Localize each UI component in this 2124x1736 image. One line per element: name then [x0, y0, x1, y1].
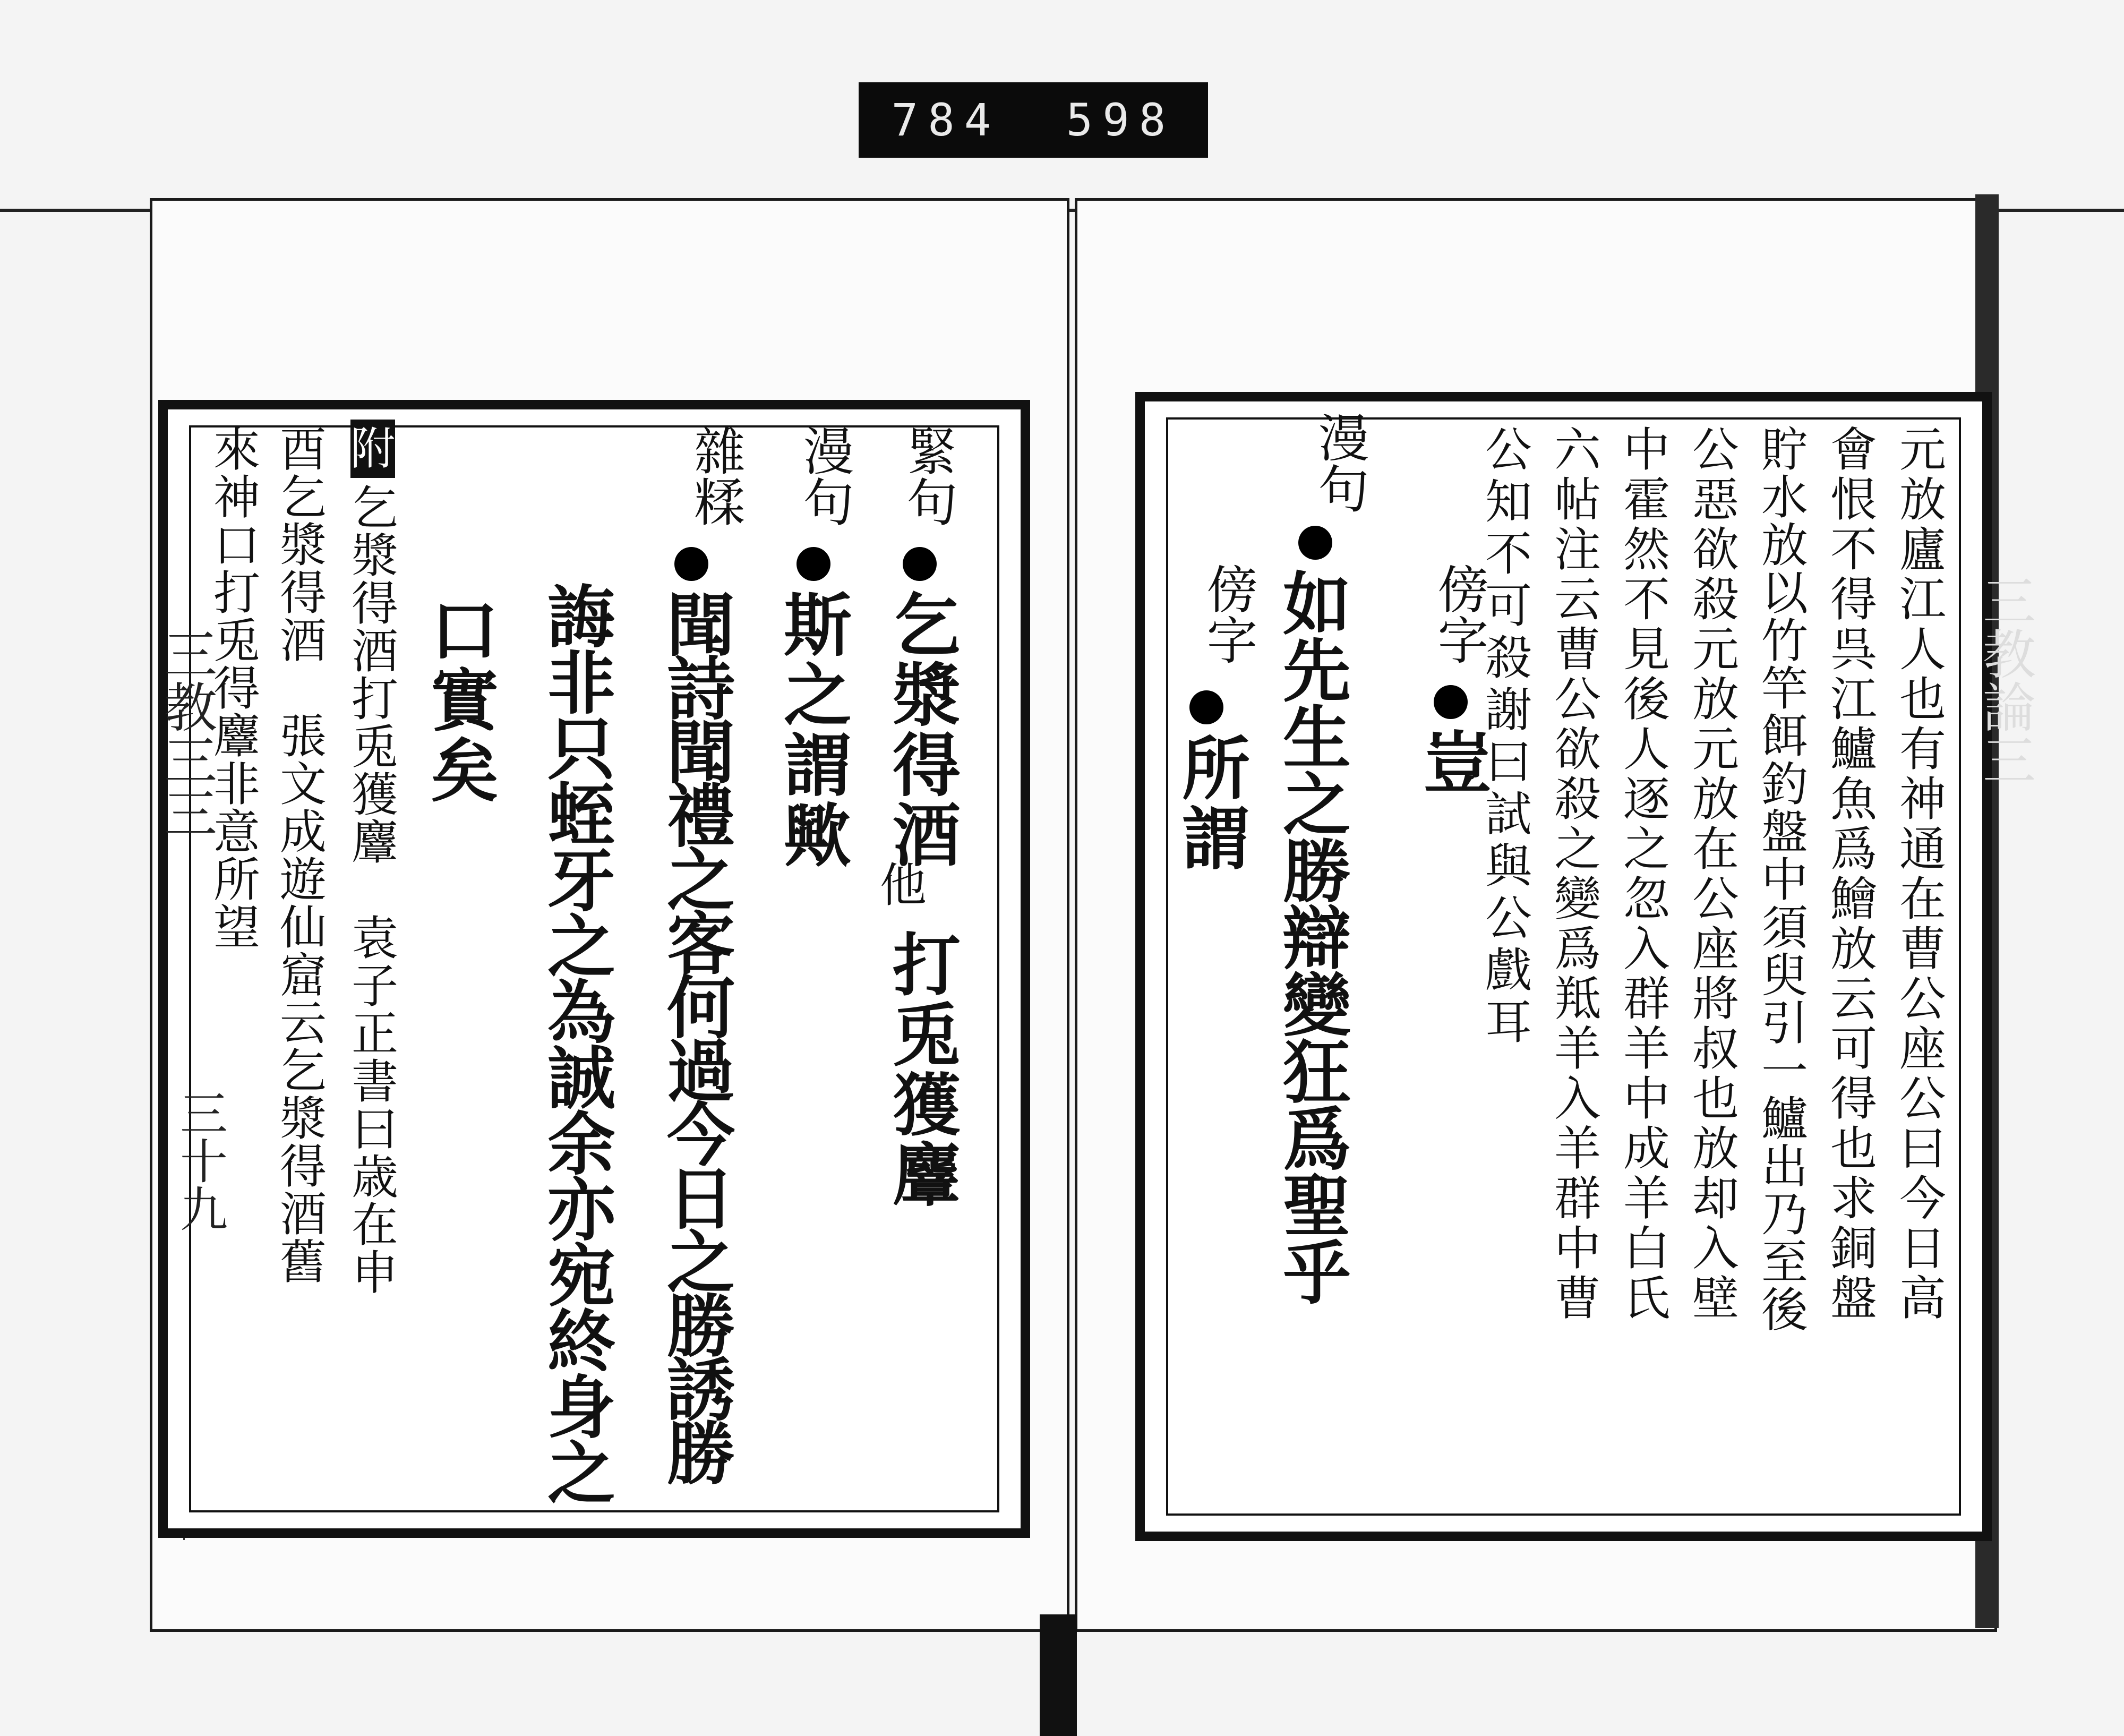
row2-bullet: [796, 547, 830, 581]
left-page-number: 三十九: [172, 1089, 227, 1232]
row3-label: 雜糅: [686, 425, 746, 527]
right-row1-bullet: [1434, 685, 1468, 719]
row2-label: 漫句: [795, 425, 854, 527]
row1-main-text: 乞漿得酒: [881, 589, 961, 870]
body-line-1: 元放廬江人也有神通在曹公座公曰今日高: [1892, 425, 1947, 1323]
label-number-left: 784: [891, 94, 1001, 146]
note-line-1: 乞漿得酒打兎獲麞 袁子正書曰歳在申: [344, 483, 399, 1296]
row2-main-text: 斯之謂歟: [772, 589, 852, 870]
body-line-4: 公惡欲殺元放元放在公座將叔也放却入壁: [1685, 425, 1740, 1323]
right-folio: 三教論三: [1974, 574, 2036, 786]
note-line-3: 來神口打兎得麞非意所望: [206, 425, 261, 951]
row3-main-text: 聞詩聞禮之客何過今日之勝誘勝: [655, 589, 735, 1482]
catalogue-label: [859, 82, 1208, 158]
row1-continuation: 打兎獲麞: [881, 929, 961, 1210]
row3-bullet: [674, 547, 708, 581]
right-row3-bullet: [1189, 690, 1223, 724]
row3-ending: 口實矣: [419, 595, 499, 805]
body-line-7: 公知不可殺謝曰試與公戲耳: [1478, 425, 1532, 1049]
body-line-6: 六帖注云曹公欲殺之變爲羝羊入羊群中曹: [1547, 425, 1601, 1323]
row3-continuation: 誨非只蛭牙之為誠余亦宛終身之: [536, 581, 615, 1503]
body-line-5: 中霍然不見後人逐之忽入群羊中成羊白氏: [1616, 425, 1671, 1323]
right-row1-label: 傍字: [1429, 563, 1489, 665]
book-spine: [1040, 1614, 1077, 1736]
note-marker-box: 附: [350, 420, 395, 478]
right-row2-label: 漫句: [1310, 412, 1369, 514]
right-row2-main: 如先生之勝辯變狂爲聖乎: [1271, 568, 1351, 1304]
row1-label: 緊句: [898, 425, 958, 527]
note-line-2: 酉乞漿得酒 張文成遊仙窟云乞漿得酒舊: [272, 425, 327, 1285]
body-line-2: 會恨不得呉江鱸魚爲鱠放云可得也求銅盤: [1823, 425, 1878, 1323]
right-row2-bullet: [1298, 526, 1332, 560]
left-folio: 三教三三: [155, 627, 217, 839]
label-number-right: 598: [1066, 94, 1176, 146]
row1-sub-note: 他: [872, 860, 927, 907]
right-row3-main: 所謂: [1170, 733, 1250, 873]
right-row1-main: 豈: [1412, 728, 1492, 798]
row1-bullet: [903, 547, 937, 581]
body-line-3: 貯水放以竹竿餌釣盤中須臾引一鱸出乃至後: [1754, 425, 1809, 1333]
right-row3-label: 傍字: [1198, 563, 1258, 665]
